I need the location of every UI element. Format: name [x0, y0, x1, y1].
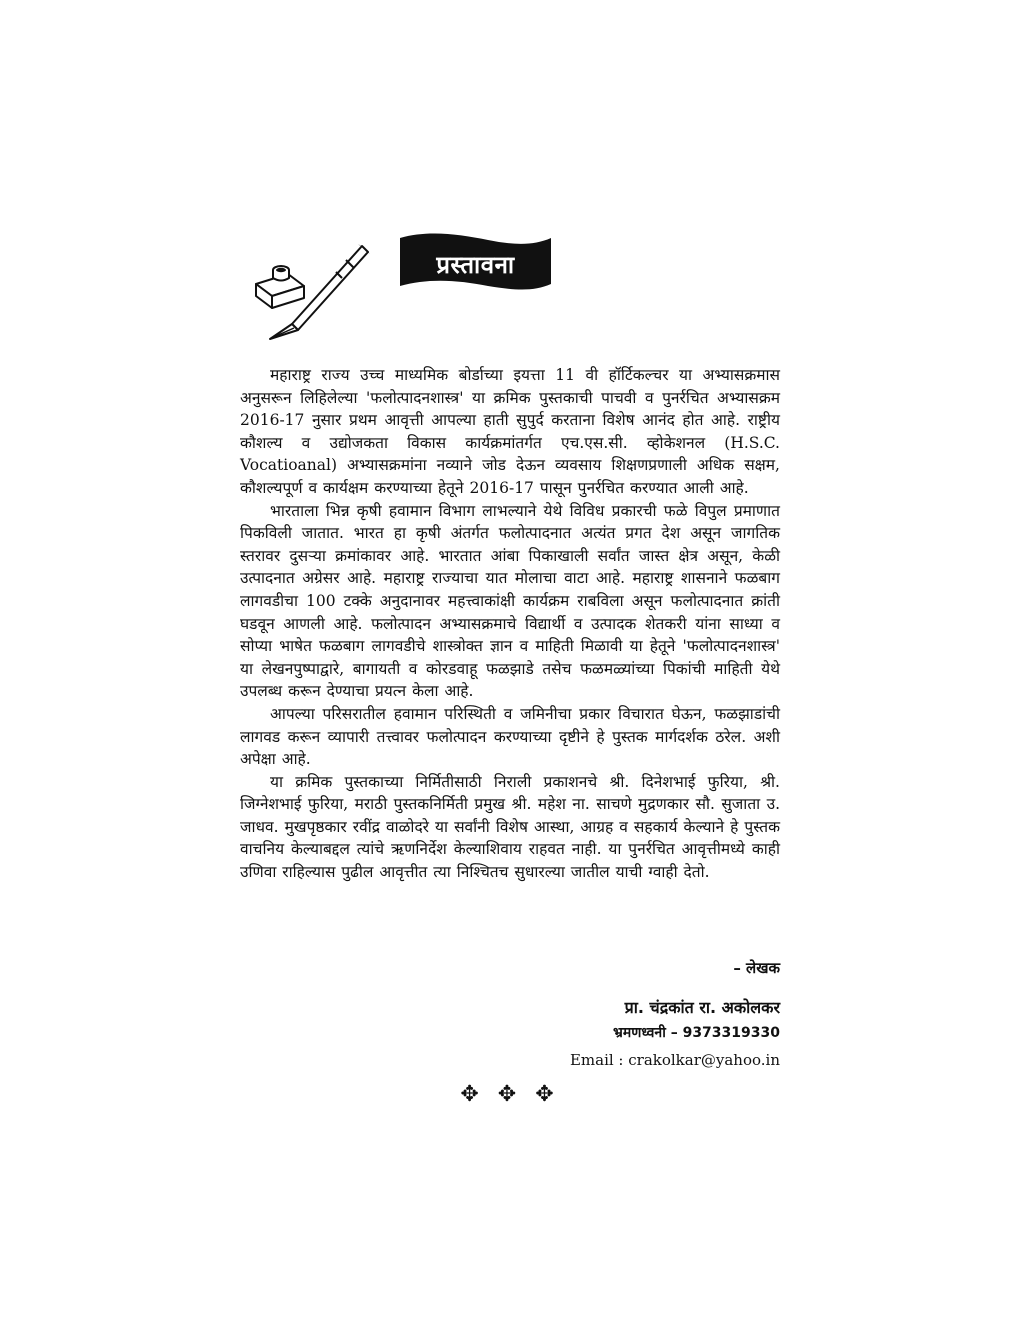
- preface-body: [240, 364, 780, 884]
- author-email: Email : crakolkar@yahoo.in: [569, 1051, 780, 1069]
- paragraph-3: आपल्या परिसरातील हवामान परिस्थिती व जमिनीचा प्रकार विचारात घेऊन, फळझाडांची लागवड करून व्यापारी तत्त्वावर फलोत्पादन करण्याच्या दृष्टीने हे पुस्तक मार्गदर्शक ठरेल. अशी अपेक्षा आहे.: [240, 704, 780, 769]
- paragraph-1: महाराष्ट्र राज्य उच्च माध्यमिक बोर्डाच्या इयत्ता 11 वी हॉर्टिकल्चर या अभ्यासक्रमास अनुसरून लिहिलेल्या 'फलोत्पादनशास्त्र' या क्रमिक पुस्तकाची पाचवी व पुनर्रचित अभ्यासक्रम 2016-17 नुसार प्रथम आवृत्ती आपल्या हाती सुपुर्द करताना विशेष आनंद होत आहे. राष्ट्रीय कौशल्य व उद्योजकता विकास कार्यक्रमांतर्गत एच.एस.सी. व्होकेशनल (H.S.C. Vocatioanal) अभ्यासक्रमांना नव्याने जोड देऊन व्यवसाय शिक्षणप्रणाली अधिक सक्षम, कौशल्यपूर्ण व कार्यक्षम करण्याच्या हेतूने 2016-17 पासून पुनर्रचित करण्यात आली आहे.: [240, 366, 780, 497]
- title-banner: [398, 232, 553, 296]
- author-name: प्रा. चंद्रकांत रा. अकोलकर: [624, 998, 780, 1017]
- page-title: प्रस्तावना: [436, 250, 515, 279]
- author-phone: भ्रमणध्वनी – 9373319330: [613, 1025, 780, 1041]
- author-block: [570, 996, 780, 1074]
- paragraph-4: या क्रमिक पुस्तकाच्या निर्मितीसाठी निराली प्रकाशनचे श्री. दिनेशभाई फुरिया, श्री. जिग्नेशभाई फुरिया, मराठी पुस्तकनिर्मिती प्रमुख श्री. महेश ना. साचणे मुद्रणकार सौ. सुजाता उ. जाधव. मुखपृष्ठकार रवींद्र वाळोदरे या सर्वांनी विशेष आस्था, आग्रह व सहकार्य केल्याने हे पुस्तक वाचनिय केल्याबद्दल त्यांचे ऋणनिर्देश केल्याशिवाय राहवत नाही. या पुनर्रचित आवृत्तीमध्ये काही उणिवा राहिल्यास पुढील आवृत्तीत त्या निश्चितच सुधारल्या जातील याची ग्वाही देतो.: [240, 772, 780, 882]
- signoff-author-label: – लेखक: [733, 959, 780, 977]
- paragraph-2: भारताला भिन्न कृषी हवामान विभाग लाभल्याने येथे विविध प्रकारची फळे विपुल प्रमाणात पिकविली जातात. भारत हा कृषी अंतर्गत फलोत्पादनात अत्यंत प्रगत देश असून जागतिक स्तरावर दुसऱ्या क्रमांकावर आहे. भारतात आंबा पिकाखाली सर्वांत जास्त क्षेत्र असून, केळी उत्पादनात अग्रेसर आहे. महाराष्ट्र राज्याचा यात मोलाचा वाटा आहे. महाराष्ट्र शासनाने फळबाग लागवडीचा 100 टक्के अनुदानावर महत्त्वाकांक्षी कार्यक्रम राबविला असून फलोत्पादनात क्रांती घडवून आणली आहे. फलोत्पादन अभ्यासक्रमाचे विद्यार्थी व उत्पादक शेतकरी यांना साध्या व सोप्या भाषेत फळबाग लागवडीचे शास्त्रोक्त ज्ञान व माहिती मिळावी या हेतूने 'फलोत्पादनशास्त्र' या लेखनपुष्पाद्वारे, बागायती व कोरडवाहू फळझाडे तसेच फळमळ्यांच्या पिकांची माहिती येथे उपलब्ध करून देण्याचा प्रयत्न केला आहे.: [240, 501, 780, 701]
- ornament-divider: ✥ ✥ ✥: [460, 1082, 560, 1107]
